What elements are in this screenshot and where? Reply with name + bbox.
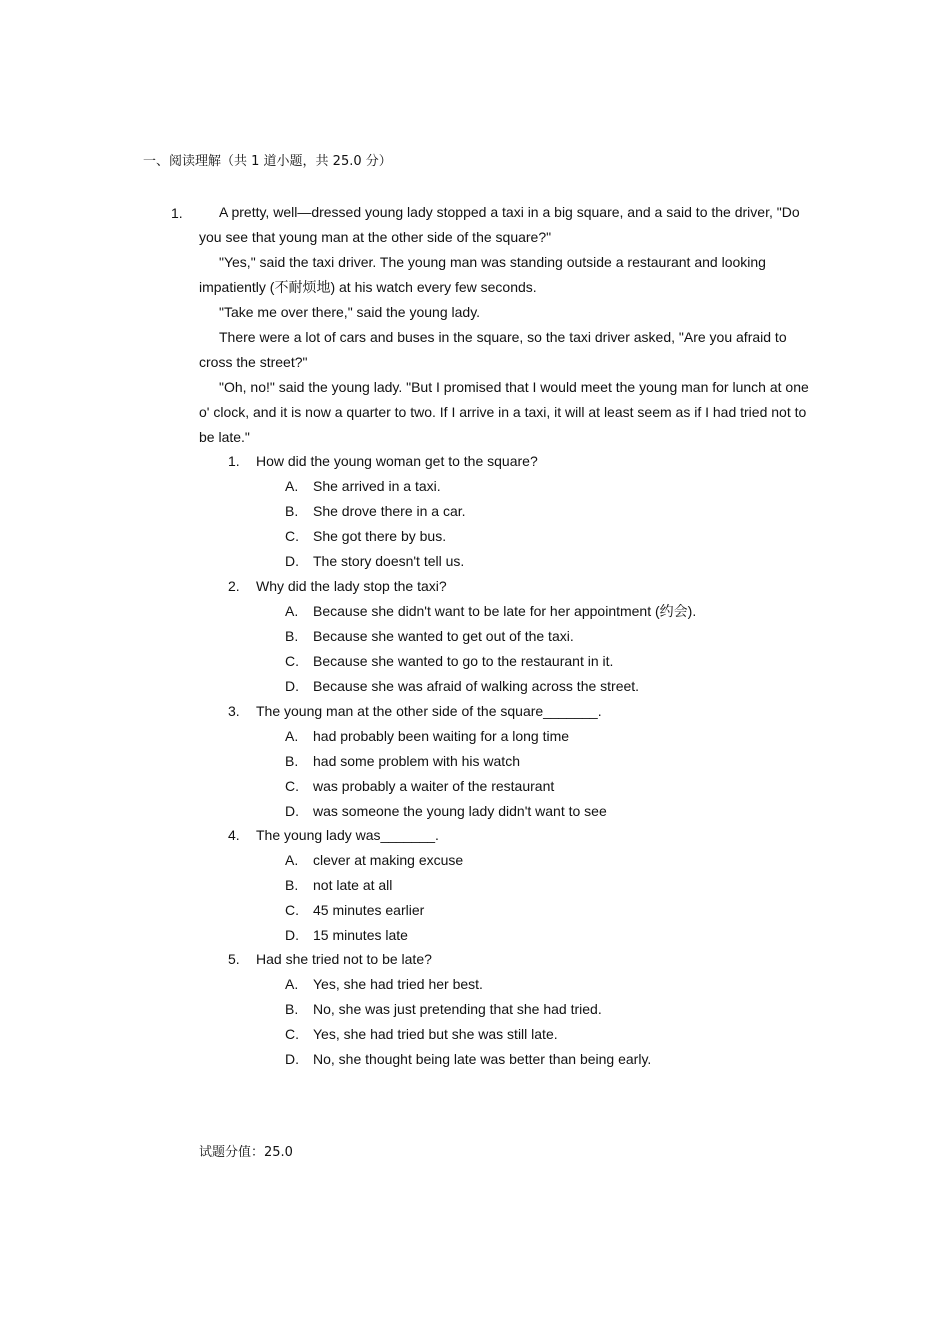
option-d [285,676,639,696]
option-c [285,651,613,671]
sub-question [228,576,447,596]
option-text: Because she wanted to go to the restaurant in it. [313,653,614,669]
option-text: She drove there in a car. [313,503,466,519]
option-a [285,601,696,621]
option-text: not late at all [313,877,393,893]
option-a [285,850,463,870]
option-b [285,626,574,646]
passage-paragraph [199,325,809,375]
passage-paragraph [199,300,809,325]
sub-question [228,825,439,845]
option-letter: C. [285,778,299,794]
option-c [285,526,446,546]
option-text: Because she wanted to get out of the taxi. [313,628,574,644]
option-letter: D. [285,553,299,569]
option-letter: C. [285,528,299,544]
sub-question-number: 5. [228,951,240,967]
option-letter: D. [285,803,299,819]
sub-question-text: Why did the lady stop the taxi? [256,578,447,594]
option-letter: C. [285,653,299,669]
option-text: was probably a waiter of the restaurant [313,778,555,794]
option-letter: C. [285,1026,299,1042]
sub-question-text: Had she tried not to be late? [256,951,432,967]
sub-question-text: How did the young woman get to the square? [256,453,538,469]
option-letter: A. [285,728,299,744]
option-letter: D. [285,927,299,943]
option-letter: B. [285,1001,299,1017]
passage-text: "Yes," said the taxi driver. The young man was standing outside a restaurant and looking impatiently (不耐烦地) at his watch every few seconds. [199,254,766,295]
option-d [285,551,464,571]
sub-question [228,949,432,969]
option-letter: D. [285,1051,299,1067]
option-b [285,501,466,521]
sub-question [228,451,538,471]
option-letter: B. [285,753,299,769]
option-text: 45 minutes earlier [313,902,425,918]
option-text: had probably been waiting for a long time [313,728,570,744]
option-letter: A. [285,478,299,494]
option-d [285,801,607,821]
sub-question-number: 2. [228,578,240,594]
option-d [285,1049,651,1069]
passage-text: "Oh, no!" said the young lady. "But I promised that I would meet the young man for lunch at one o' clock, and it is now a quarter to two. If I arrive in a taxi, it will at least seem as if I had tried not to be late." [199,379,809,445]
option-letter: B. [285,877,299,893]
passage-text: A pretty, well—dressed young lady stopped a taxi in a big square, and a said to the driver, "Do you see that young man at the other side of the square?" [199,204,800,245]
option-c [285,1024,558,1044]
passage-text: There were a lot of cars and buses in the square, so the taxi driver asked, "Are you afraid to cross the street?" [199,329,787,370]
passage-paragraph [199,375,809,450]
option-c [285,776,554,796]
question-score: 试题分值：25.0 [199,1145,293,1160]
option-text: No, she thought being late was better than being early. [313,1051,652,1067]
option-letter: A. [285,852,299,868]
option-text: Because she was afraid of walking across the street. [313,678,640,694]
option-c [285,900,424,920]
passage-paragraph [199,250,809,300]
option-text: was someone the young lady didn't want to see [313,803,607,819]
option-text: 15 minutes late [313,927,408,943]
option-a [285,726,569,746]
option-b [285,999,602,1019]
option-text: Yes, she had tried but she was still late. [313,1026,558,1042]
option-text: clever at making excuse [313,852,464,868]
option-text: Yes, she had tried her best. [313,976,483,992]
sub-question [228,701,602,721]
option-letter: A. [285,603,299,619]
option-b [285,751,520,771]
passage-paragraph [199,200,809,250]
question-number: 1. [171,205,183,221]
sub-question-number: 1. [228,453,240,469]
option-letter: D. [285,678,299,694]
passage-text: "Take me over there," said the young lady. [219,304,481,320]
option-a [285,974,483,994]
sub-question-text: The young man at the other side of the square_______. [256,703,602,719]
option-text: The story doesn't tell us. [313,553,465,569]
option-b [285,875,392,895]
option-text: She got there by bus. [313,528,447,544]
option-letter: C. [285,902,299,918]
option-text: No, she was just pretending that she had tried. [313,1001,602,1017]
option-letter: A. [285,976,299,992]
option-a [285,476,441,496]
option-text: She arrived in a taxi. [313,478,441,494]
option-letter: B. [285,503,299,519]
section-heading: 一、阅读理解（共 1 道小题，共 25.0 分） [143,154,392,169]
sub-question-number: 3. [228,703,240,719]
option-text: had some problem with his watch [313,753,520,769]
option-text: Because she didn't want to be late for her appointment (约会). [313,603,697,619]
sub-question-text: The young lady was_______. [256,827,439,843]
sub-question-number: 4. [228,827,240,843]
option-letter: B. [285,628,299,644]
option-d [285,925,408,945]
